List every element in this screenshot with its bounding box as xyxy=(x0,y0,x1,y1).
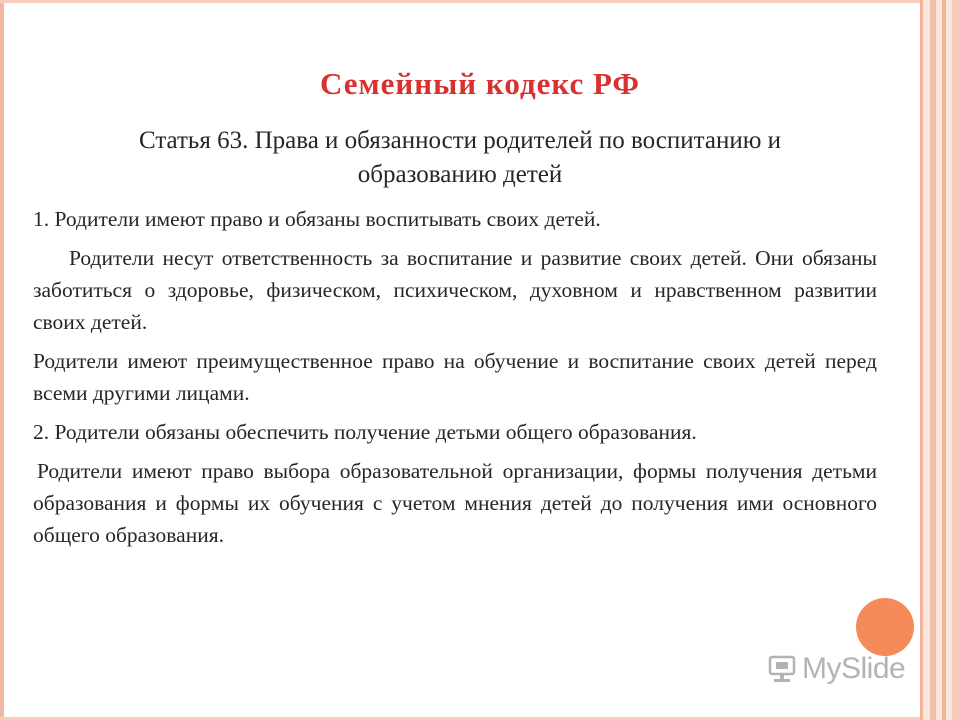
decorative-circle xyxy=(856,598,914,656)
myslide-logo-icon xyxy=(768,654,796,684)
slide-frame-top xyxy=(0,0,920,3)
slide-title: Семейный кодекс РФ xyxy=(319,66,641,101)
article-heading: Статья 63. Права и обязанности родителей по воспитанию и образованию детей xyxy=(138,127,782,188)
paragraph-5: Родители имеют право выбора образовательной организации, формы получения детьми образования и формы их обучения с учетом мнения детей до получения ими основного общего образования. xyxy=(33,459,877,547)
stripe xyxy=(930,0,936,720)
watermark-text: MySlide xyxy=(802,652,906,685)
slide-body xyxy=(33,203,877,558)
paragraph-4: 2. Родители обязаны обеспечить получение детьми общего образования. xyxy=(33,420,697,444)
stripe xyxy=(952,0,960,720)
paragraph-3: Родители имеют преимущественное право на обучение и воспитание своих детей перед всеми другими лицами. xyxy=(33,349,877,405)
slide-frame-left xyxy=(0,0,4,720)
paragraph-1: 1. Родители имеют право и обязаны воспитывать своих детей. xyxy=(33,207,601,231)
stripe xyxy=(942,0,946,720)
paragraph-2: Родители несут ответственность за воспитание и развитие своих детей. Они обязаны заботиться о здоровье, физическом, психическом, духовном и нравственном развитии своих детей. xyxy=(33,246,877,334)
decorative-stripes xyxy=(920,0,960,720)
stripe xyxy=(920,0,923,720)
watermark xyxy=(768,652,905,686)
